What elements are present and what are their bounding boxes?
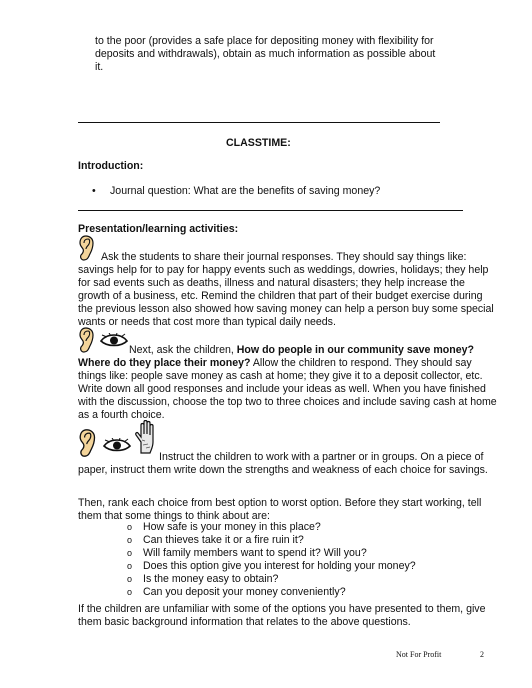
circle-bullet-icon: o [127,574,133,584]
question-text: Will family members want to spend it? Will you? [143,547,367,559]
list-item [127,521,416,534]
activity1-text [78,251,498,329]
circle-bullet-icon: o [127,522,133,532]
journal-question: Journal question: What are the benefits of saving money? [110,185,381,197]
list-item [127,534,416,547]
presentation-heading: Presentation/learning activities: [78,223,239,235]
list-item [127,547,416,560]
question-text: Can thieves take it or a fire ruin it? [143,534,304,546]
question-text: Does this option give you interest for holding your money? [143,560,416,572]
list-item [127,573,416,586]
hand-icon [133,420,159,454]
intro-paragraph: to the poor (provides a safe place for depositing money with flexibility for deposits and withdrawals), obtain as much information as possible about it. [95,35,436,73]
page-number: 2 [480,650,484,659]
list-item [127,560,416,573]
activity2-question: How do people in our community save money? Where do they place their money? [78,344,474,369]
activity2-lead: Next, ask the children, [129,344,237,356]
divider-middle [78,210,463,211]
activity1-body: Ask the students to share their journal responses. They should say things like: savings help for to pay for happy events such as weddings, dowries, holidays; they help for sad events such as deaths, illness and natural disasters; they help increase the growth of a business, etc. Remind the children that part of their budget exercise during the previous lesson also showed how saving money can help a person buy some special wants or needs that cost more than typical daily needs. [78,251,494,328]
closing-paragraph: If the children are unfamiliar with some of the options you have presented to them, give them basic background information that relates to the above questions. [78,603,486,628]
divider-top [78,122,440,123]
activity2-text [78,344,498,422]
list-item [127,586,416,599]
footer-label: Not For Profit [396,650,442,659]
question-text: Can you deposit your money conveniently? [143,586,346,598]
activity3-text [78,451,498,477]
activity3-body: Instruct the children to work with a partner or in groups. On a piece of paper, instruct them write down the strengths and weakness of each choice for savings. [78,451,488,476]
circle-bullet-icon: o [127,548,133,558]
circle-bullet-icon: o [127,587,133,597]
activity2-rest: Allow the children to respond. They should say things like: people save money as cash at home; they give it to a deposit collector, etc. Write down all good responses and include your ideas as well. When you have finished with the discussion, choose the top two to three choices and include saving cash at home as a fourth choice. [78,357,497,421]
introduction-heading: Introduction: [78,160,144,172]
circle-bullet-icon: o [127,535,133,545]
rank-intro: Then, rank each choice from best option to worst option. Before they start working, tell them that some things to think about are: [78,497,482,522]
classtime-heading: CLASSTIME: [226,137,291,149]
bullet-dot: • [92,185,96,197]
question-text: How safe is your money in this place? [143,521,321,533]
question-text: Is the money easy to obtain? [143,573,279,585]
circle-bullet-icon: o [127,561,133,571]
question-list [127,521,416,599]
